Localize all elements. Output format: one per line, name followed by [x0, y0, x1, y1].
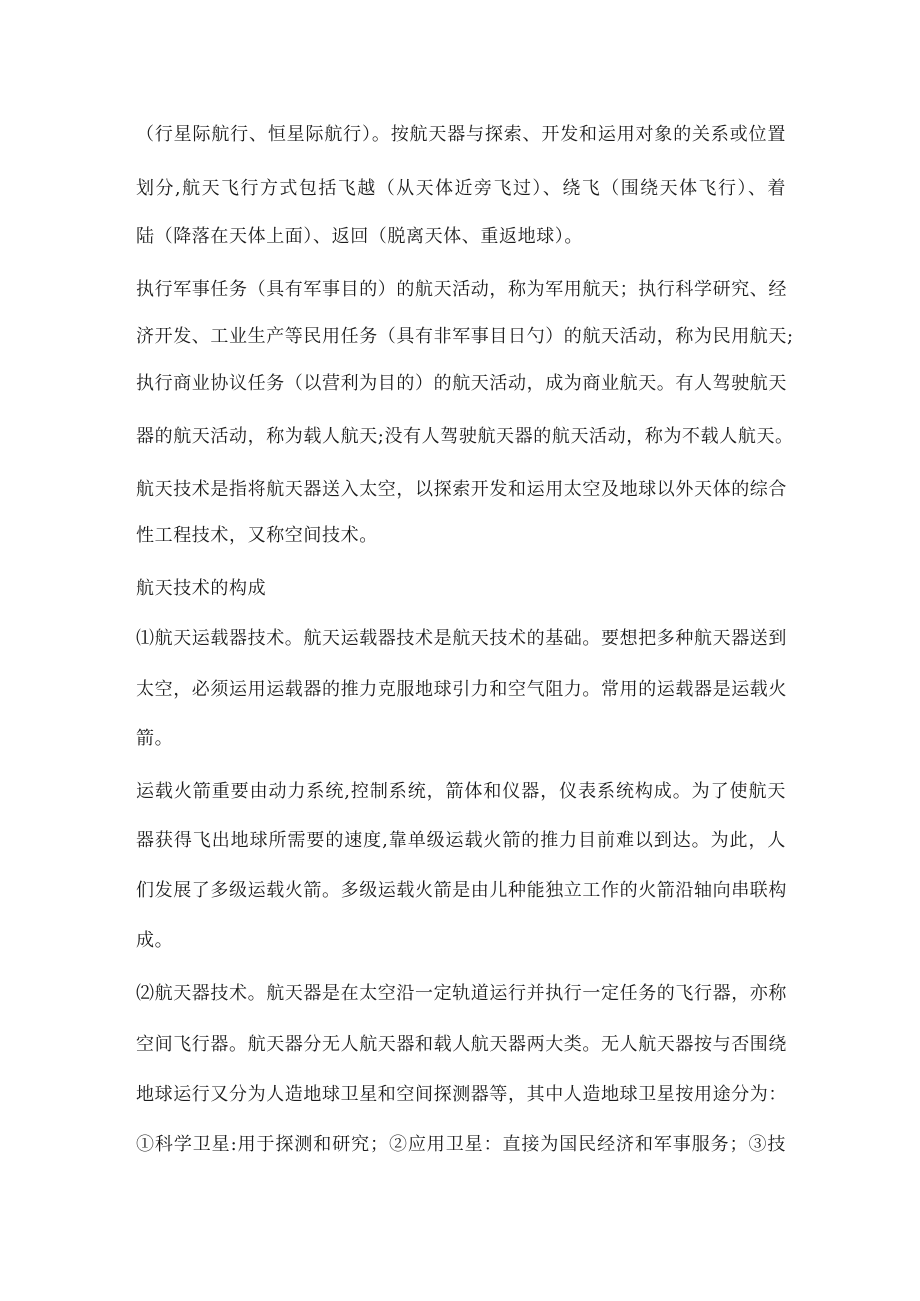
text-line: 器的航天活动，称为载人航天;没有人驾驶航天器的航天活动，称为不载人航天。 — [136, 426, 794, 447]
text-line: 性工程技术，又称空间技术。 — [136, 525, 378, 546]
text-line: 箭。 — [136, 728, 174, 749]
text-line: 地球运行又分为人造地球卫星和空间探测器等，其中人造地球卫星按用途分为： — [136, 1084, 787, 1105]
text-line: （行星际航行、恒星际航行）。按航天器与探索、开发和运用对象的关系或位置 — [136, 124, 786, 145]
text-line: 航天技术是指将航天器送入太空，以探索开发和运用太空及地球以外天体的综合 — [136, 479, 787, 500]
text-line: 陆（降落在天体上面）、返回（脱离天体、重返地球）。 — [136, 226, 583, 247]
text-line: 执行商业协议任务（以营利为目的）的航天活动，成为商业航天。有人驾驶航天 — [136, 373, 787, 394]
text-line: 太空，必须运用运载器的推力克服地球引力和空气阻力。常用的运载器是运载火 — [136, 679, 787, 700]
text-line: 成。 — [136, 930, 174, 951]
text-line: 运载火箭重要由动力系统,控制系统，箭体和仪器，仪表系统构成。为了使航天 — [136, 781, 786, 802]
text-line: 执行军事任务（具有军事目的）的航天活动，称为军用航天；执行科学研究、经 — [136, 279, 787, 300]
text-line: ①科学卫星:用于探测和研究；②应用卫星：直接为国民经济和军事服务；③技 — [136, 1134, 786, 1155]
text-line: 济开发、工业生产等民用任务（具有非军事目日勺）的航天活动，称为民用航天; — [136, 326, 794, 347]
text-line: ⑵航天器技术。航天器是在太空沿一定轨道运行并执行一定任务的飞行器，亦称 — [136, 983, 787, 1004]
text-line: 划分,航天飞行方式包括飞越（从天体近旁飞过）、绕飞（围绕天体飞行）、着 — [136, 178, 786, 199]
text-line: 器获得飞出地球所需要的速度,靠单级运载火箭的推力目前难以到达。为此，人 — [136, 830, 786, 851]
text-line: ⑴航天运载器技术。航天运载器技术是航天技术的基础。要想把多种航天器送到 — [136, 628, 787, 649]
section-heading: 航天技术的构成 — [136, 578, 267, 599]
text-line: 们发展了多级运载火箭。多级运载火箭是由儿种能独立工作的火箭沿轴向串联构 — [136, 880, 787, 901]
text-line: 空间飞行器。航天器分无人航天器和载人航天器两大类。无人航天器按与否围绕 — [136, 1034, 787, 1055]
